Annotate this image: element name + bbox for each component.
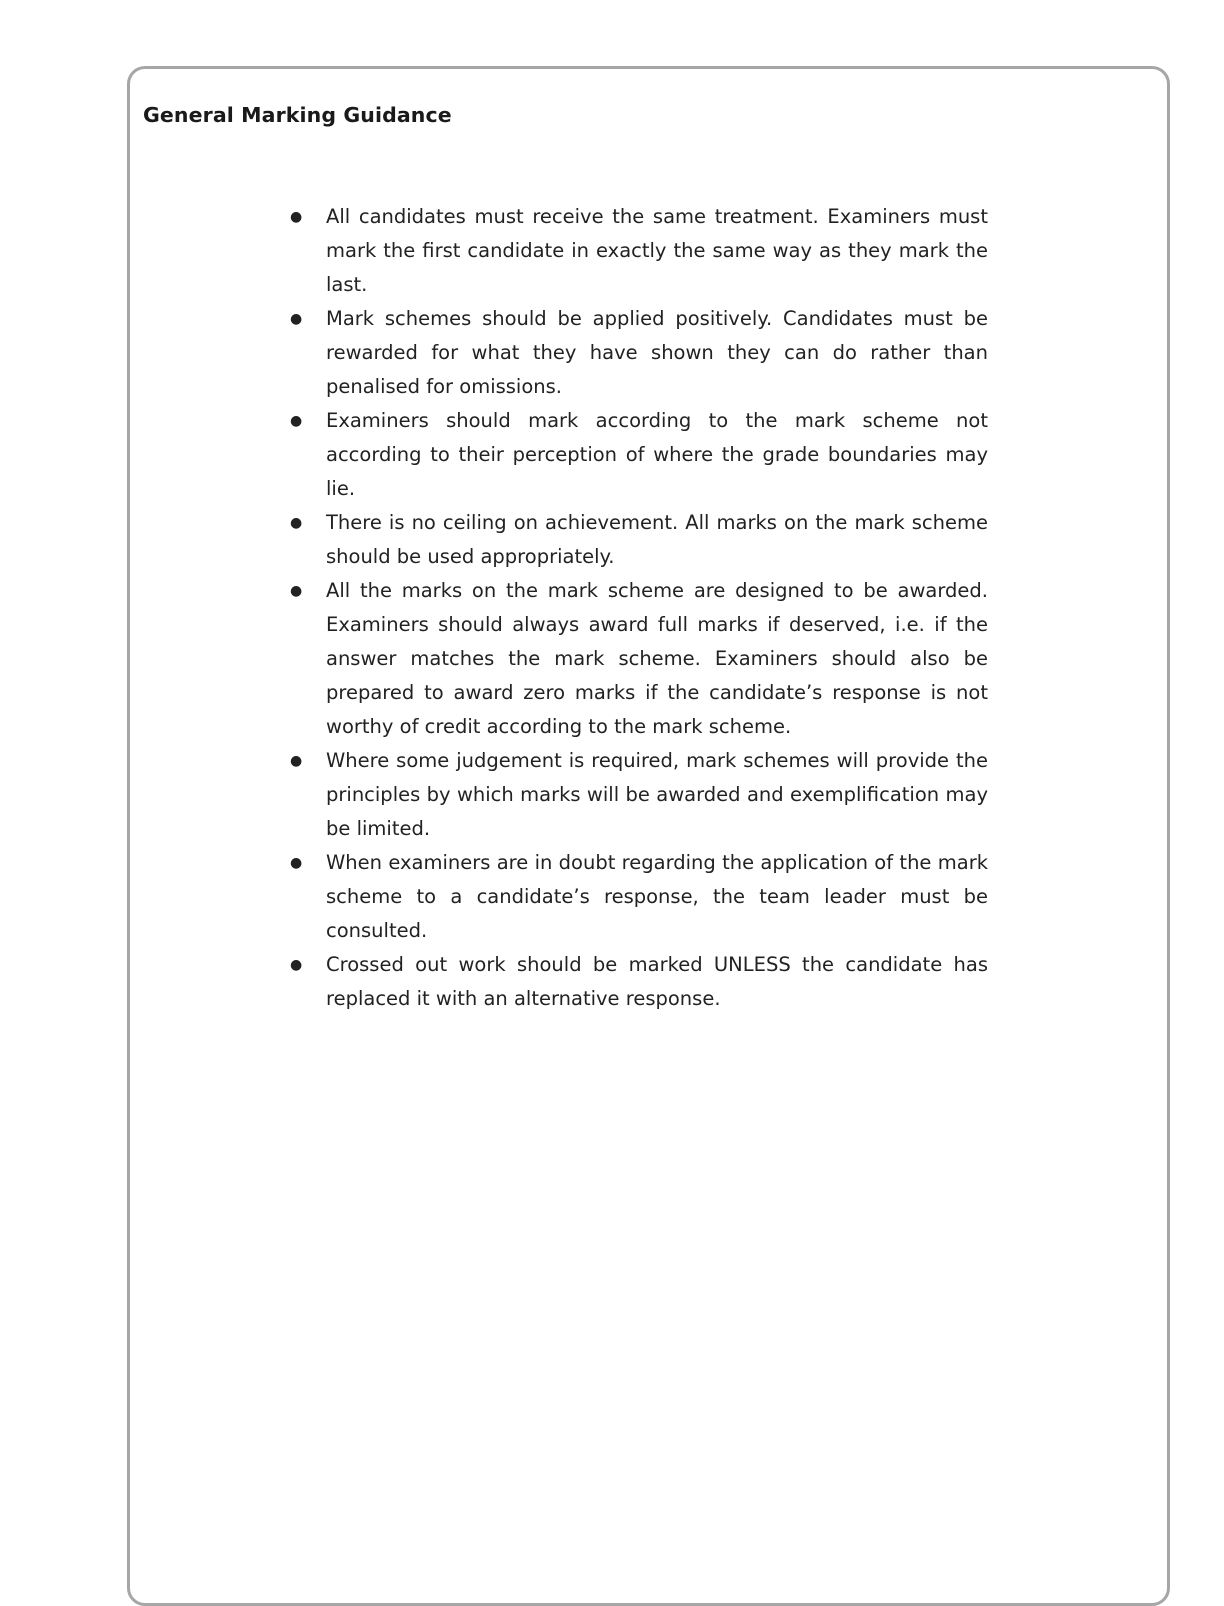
bullet-dot-icon: ● bbox=[290, 515, 303, 531]
page-title: General Marking Guidance bbox=[143, 103, 452, 127]
bullet-dot-icon: ● bbox=[290, 413, 303, 429]
bullet-dot-icon: ● bbox=[290, 209, 303, 225]
list-item-text: Examiners should mark according to the mark scheme not according to their perception of where the grade boundaries may lie. bbox=[326, 409, 988, 500]
bullet-dot-icon: ● bbox=[290, 311, 303, 327]
list-item-text: All candidates must receive the same treatment. Examiners must mark the first candidate in exactly the same way as they mark the last. bbox=[326, 205, 988, 296]
list-item-text: When examiners are in doubt regarding the application of the mark scheme to a candidate’s response, the team leader must be consulted. bbox=[326, 851, 988, 942]
list-item bbox=[288, 574, 988, 744]
list-item bbox=[288, 846, 988, 948]
list-item bbox=[288, 948, 988, 1016]
list-item bbox=[288, 302, 988, 404]
list-item bbox=[288, 200, 988, 302]
bullet-dot-icon: ● bbox=[290, 855, 303, 871]
list-item-text: There is no ceiling on achievement. All marks on the mark scheme should be used appropriately. bbox=[326, 511, 988, 568]
list-item bbox=[288, 404, 988, 506]
bullet-dot-icon: ● bbox=[290, 583, 303, 599]
list-item-text: Crossed out work should be marked UNLESS the candidate has replaced it with an alternative response. bbox=[326, 953, 988, 1010]
list-item-text: All the marks on the mark scheme are designed to be awarded. Examiners should always award full marks if deserved, i.e. if the answer matches the mark scheme. Examiners should also be prepared to award zero marks if the candidate’s response is not worthy of credit according to the mark scheme. bbox=[326, 579, 988, 738]
list-item-text: Mark schemes should be applied positively. Candidates must be rewarded for what they have shown they can do rather than penalised for omissions. bbox=[326, 307, 988, 398]
list-item bbox=[288, 744, 988, 846]
guidance-list bbox=[288, 200, 988, 1016]
bullet-dot-icon: ● bbox=[290, 753, 303, 769]
list-item-text: Where some judgement is required, mark schemes will provide the principles by which marks will be awarded and exemplification may be limited. bbox=[326, 749, 988, 840]
list-item bbox=[288, 506, 988, 574]
bullet-dot-icon: ● bbox=[290, 957, 303, 973]
